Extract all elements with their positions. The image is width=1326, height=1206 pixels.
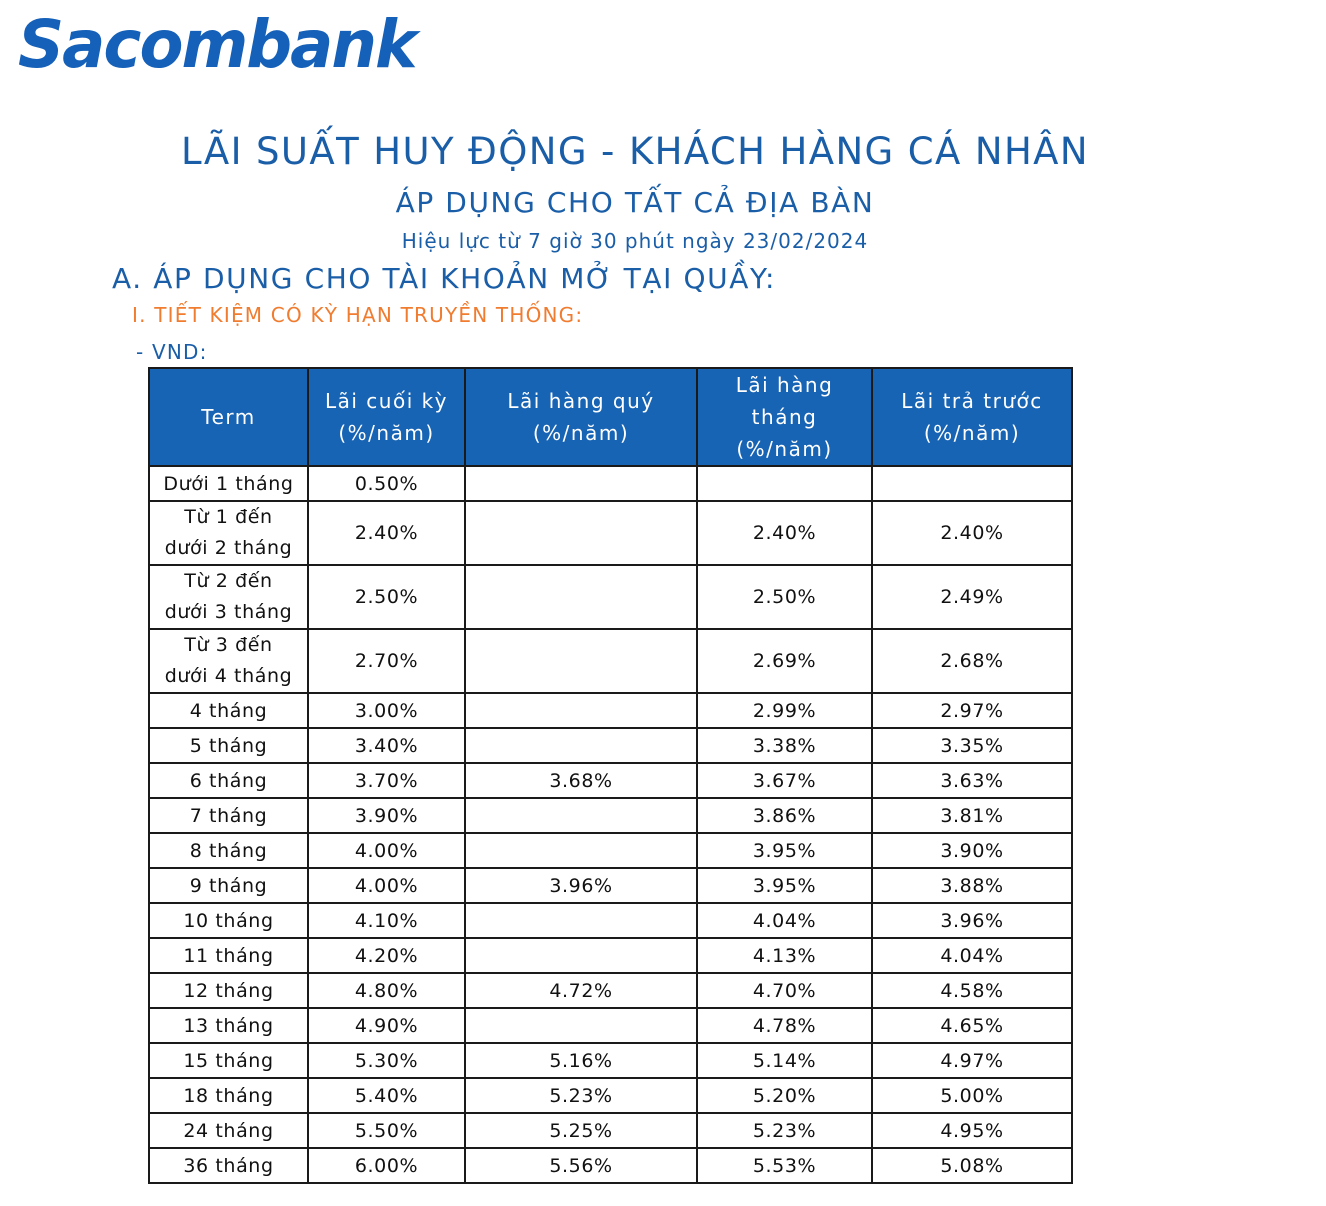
prepaid-rate-cell: 5.08%: [872, 1148, 1072, 1183]
quarterly-rate-cell: [465, 466, 697, 501]
maturity-rate-cell: 4.00%: [308, 833, 465, 868]
term-cell: 6 tháng: [149, 763, 308, 798]
prepaid-rate-cell: [872, 466, 1072, 501]
term-cell: 13 tháng: [149, 1008, 308, 1043]
table-row: [149, 1113, 1072, 1148]
table-row: [149, 565, 1072, 629]
maturity-rate-cell: 2.50%: [308, 565, 465, 629]
section-a-heading: A. ÁP DỤNG CHO TÀI KHOẢN MỞ TẠI QUẦY:: [112, 262, 776, 295]
header-quarterly-interest: [465, 368, 697, 466]
quarterly-rate-cell: 3.68%: [465, 763, 697, 798]
quarterly-rate-cell: 5.16%: [465, 1043, 697, 1078]
quarterly-rate-cell: [465, 501, 697, 565]
quarterly-rate-cell: 5.56%: [465, 1148, 697, 1183]
prepaid-rate-cell: 3.81%: [872, 798, 1072, 833]
monthly-rate-cell: [697, 466, 872, 501]
prepaid-rate-cell: 4.58%: [872, 973, 1072, 1008]
header-prepaid-interest: [872, 368, 1072, 466]
maturity-rate-cell: 6.00%: [308, 1148, 465, 1183]
quarterly-rate-cell: 4.72%: [465, 973, 697, 1008]
prepaid-rate-cell: 3.88%: [872, 868, 1072, 903]
term-cell: 8 tháng: [149, 833, 308, 868]
monthly-rate-cell: 2.99%: [697, 693, 872, 728]
term-cell: 9 tháng: [149, 868, 308, 903]
monthly-rate-cell: 4.70%: [697, 973, 872, 1008]
monthly-rate-cell: 5.20%: [697, 1078, 872, 1113]
prepaid-rate-cell: 3.35%: [872, 728, 1072, 763]
header-monthly-interest: [697, 368, 872, 466]
table-row: [149, 868, 1072, 903]
quarterly-rate-cell: [465, 938, 697, 973]
term-cell: 24 tháng: [149, 1113, 308, 1148]
maturity-rate-cell: 4.80%: [308, 973, 465, 1008]
monthly-rate-cell: 3.95%: [697, 868, 872, 903]
maturity-rate-cell: 4.00%: [308, 868, 465, 903]
prepaid-rate-cell: 2.49%: [872, 565, 1072, 629]
monthly-rate-cell: 3.86%: [697, 798, 872, 833]
monthly-rate-cell: 2.50%: [697, 565, 872, 629]
maturity-rate-cell: 5.50%: [308, 1113, 465, 1148]
quarterly-rate-cell: [465, 728, 697, 763]
quarterly-rate-cell: [465, 693, 697, 728]
term-cell: 18 tháng: [149, 1078, 308, 1113]
header-term: Term: [149, 368, 308, 466]
prepaid-rate-cell: 2.97%: [872, 693, 1072, 728]
quarterly-rate-cell: [465, 565, 697, 629]
term-cell: Từ 3 đến dưới 4 tháng: [149, 629, 308, 693]
monthly-rate-cell: 4.13%: [697, 938, 872, 973]
monthly-rate-cell: 2.69%: [697, 629, 872, 693]
table-row: [149, 1078, 1072, 1113]
quarterly-rate-cell: [465, 798, 697, 833]
monthly-rate-cell: 3.38%: [697, 728, 872, 763]
term-cell: 11 tháng: [149, 938, 308, 973]
prepaid-rate-cell: 3.90%: [872, 833, 1072, 868]
effective-date: Hiệu lực từ 7 giờ 30 phút ngày 23/02/2024: [401, 229, 869, 253]
term-cell: 4 tháng: [149, 693, 308, 728]
maturity-rate-cell: 4.10%: [308, 903, 465, 938]
header-maturity-interest: [308, 368, 465, 466]
prepaid-rate-cell: 2.40%: [872, 501, 1072, 565]
table-row: [149, 763, 1072, 798]
quarterly-rate-cell: [465, 903, 697, 938]
prepaid-rate-cell: 3.96%: [872, 903, 1072, 938]
term-cell: Từ 2 đến dưới 3 tháng: [149, 565, 308, 629]
table-row: [149, 1008, 1072, 1043]
table-row: [149, 938, 1072, 973]
quarterly-rate-cell: 5.25%: [465, 1113, 697, 1148]
maturity-rate-cell: 4.20%: [308, 938, 465, 973]
section-i-heading: I. TIẾT KIỆM CÓ KỲ HẠN TRUYỀN THỐNG:: [132, 303, 584, 327]
monthly-rate-cell: 4.78%: [697, 1008, 872, 1043]
table-row: [149, 833, 1072, 868]
prepaid-rate-cell: 2.68%: [872, 629, 1072, 693]
term-cell: 5 tháng: [149, 728, 308, 763]
interest-rate-table: [148, 367, 1073, 1184]
maturity-rate-cell: 2.70%: [308, 629, 465, 693]
maturity-rate-cell: 3.00%: [308, 693, 465, 728]
header-text: Lãi hàng tháng (%/năm): [735, 373, 834, 461]
term-cell: Từ 1 đến dưới 2 tháng: [149, 501, 308, 565]
table-row: [149, 973, 1072, 1008]
header-text: Lãi trả trước (%/năm): [901, 389, 1043, 445]
term-cell: 7 tháng: [149, 798, 308, 833]
table-row: [149, 728, 1072, 763]
monthly-rate-cell: 5.53%: [697, 1148, 872, 1183]
term-cell: Dưới 1 tháng: [149, 466, 308, 501]
quarterly-rate-cell: [465, 833, 697, 868]
monthly-rate-cell: 3.67%: [697, 763, 872, 798]
prepaid-rate-cell: 3.63%: [872, 763, 1072, 798]
prepaid-rate-cell: 4.04%: [872, 938, 1072, 973]
table-row: [149, 466, 1072, 501]
table-row: [149, 903, 1072, 938]
page-title: LÃI SUẤT HUY ĐỘNG - KHÁCH HÀNG CÁ NHÂN: [181, 130, 1089, 173]
quarterly-rate-cell: [465, 629, 697, 693]
maturity-rate-cell: 0.50%: [308, 466, 465, 501]
table-row: [149, 1148, 1072, 1183]
page-subtitle: ÁP DỤNG CHO TẤT CẢ ĐỊA BÀN: [395, 186, 875, 219]
term-cell: 15 tháng: [149, 1043, 308, 1078]
maturity-rate-cell: 3.40%: [308, 728, 465, 763]
table-row: [149, 501, 1072, 565]
term-cell: 12 tháng: [149, 973, 308, 1008]
quarterly-rate-cell: 3.96%: [465, 868, 697, 903]
maturity-rate-cell: 3.90%: [308, 798, 465, 833]
maturity-rate-cell: 5.40%: [308, 1078, 465, 1113]
monthly-rate-cell: 5.23%: [697, 1113, 872, 1148]
header-text: Lãi hàng quý (%/năm): [507, 389, 655, 445]
quarterly-rate-cell: [465, 1008, 697, 1043]
table-row: [149, 693, 1072, 728]
prepaid-rate-cell: 4.97%: [872, 1043, 1072, 1078]
prepaid-rate-cell: 4.65%: [872, 1008, 1072, 1043]
table-row: [149, 1043, 1072, 1078]
monthly-rate-cell: 4.04%: [697, 903, 872, 938]
table-row: [149, 629, 1072, 693]
maturity-rate-cell: 5.30%: [308, 1043, 465, 1078]
maturity-rate-cell: 3.70%: [308, 763, 465, 798]
prepaid-rate-cell: 5.00%: [872, 1078, 1072, 1113]
prepaid-rate-cell: 4.95%: [872, 1113, 1072, 1148]
maturity-rate-cell: 4.90%: [308, 1008, 465, 1043]
header-text: Lãi cuối kỳ (%/năm): [324, 389, 449, 445]
term-cell: 10 tháng: [149, 903, 308, 938]
table-row: [149, 798, 1072, 833]
sacombank-logo: Sacombank: [18, 6, 416, 83]
table-header-row: [149, 368, 1072, 466]
currency-label: - VND:: [136, 340, 208, 364]
monthly-rate-cell: 3.95%: [697, 833, 872, 868]
monthly-rate-cell: 2.40%: [697, 501, 872, 565]
term-cell: 36 tháng: [149, 1148, 308, 1183]
maturity-rate-cell: 2.40%: [308, 501, 465, 565]
quarterly-rate-cell: 5.23%: [465, 1078, 697, 1113]
monthly-rate-cell: 5.14%: [697, 1043, 872, 1078]
